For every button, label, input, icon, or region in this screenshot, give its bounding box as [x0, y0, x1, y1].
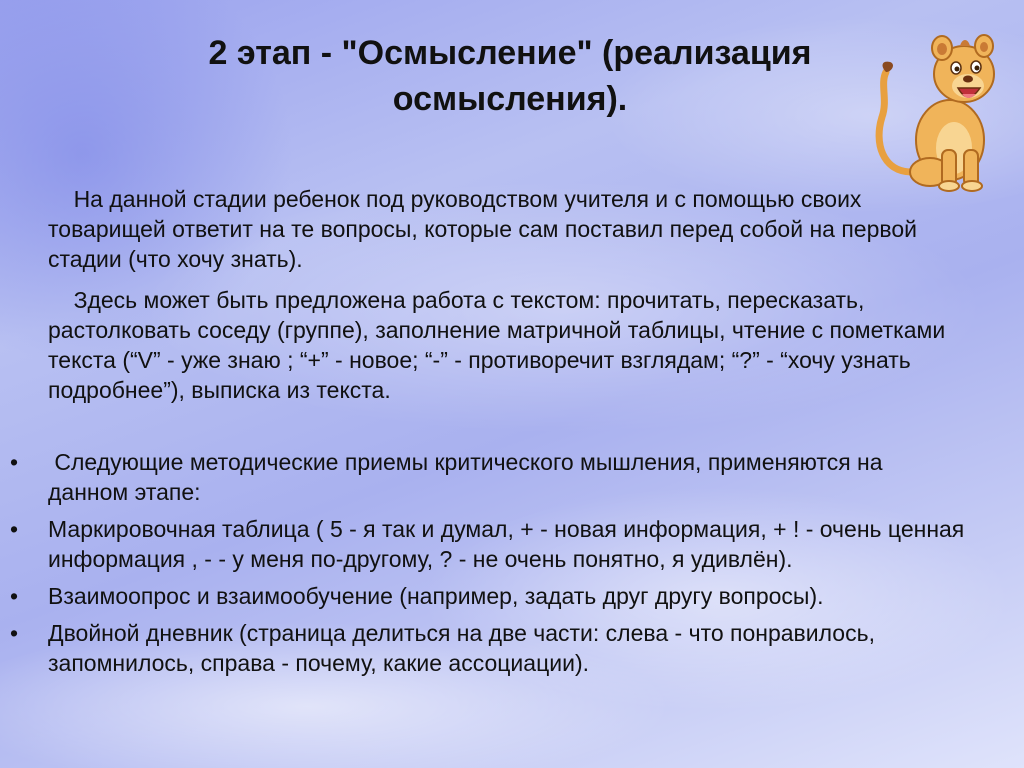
list-item-text: Взаимоопрос и взаимообучение (например, задать друг другу вопросы). [48, 583, 824, 609]
slide-title: 2 этап - "Осмысление" (реализация осмысления). [208, 34, 812, 118]
list-item [10, 447, 970, 507]
bullet-icon: • [10, 449, 19, 475]
methods-list [10, 447, 970, 685]
bullet-icon: • [10, 583, 19, 609]
list-item-text: Двойной дневник (страница делиться на две части: слева - что понравилось, запомнилось, справа - почему, какие ассоциации). [48, 620, 875, 676]
list-item-text: Маркировочная таблица ( 5 - я так и думал, + - новая информация, + ! - очень ценная информация , - - у меня по-другому, ? - не очень понятно, я удивлён). [48, 516, 965, 572]
bullet-icon: • [10, 620, 19, 646]
paragraph-text-work: Здесь может быть предложена работа с текстом: прочитать, пересказать, растолковать соседу (группе), заполнение матричной таблицы, чтение с пометками текста (“V” - уже знаю ; “+” - новое; “-” - противоречит взглядам; “?” - “хочу узнать подробнее”), выписка из текста. [48, 287, 952, 403]
list-item-text: Следующие методические приемы критического мышления, применяются на данном этапе: [48, 449, 896, 505]
list-item [10, 514, 970, 574]
bullet-icon: • [10, 516, 19, 542]
list-item [10, 618, 970, 678]
list-item [10, 581, 970, 611]
paragraph-stage-description: На данной стадии ребенок под руководством учителя и с помощью своих товарищей ответит на те вопросы, которые сам поставил перед собой на первой стадии (что хочу знать). [48, 186, 924, 272]
lion-cub-icon [872, 22, 1000, 194]
